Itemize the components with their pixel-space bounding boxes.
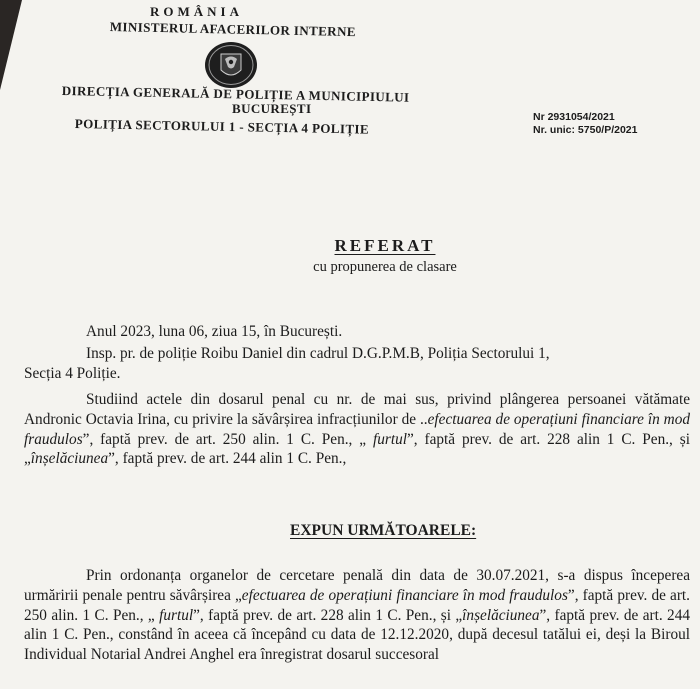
unique-number: Nr. unic: 5750/P/2021 xyxy=(533,124,638,136)
body-paragraph: Prin ordonanța organelor de cercetare penală din data de 30.07.2021, s-a dispus începerea urmăririi penale pentru săvârșirea „efectuarea de operațiuni financiare în mod fraudulos”, faptă prev. de art. 250 alin. 1 C. Pen., „ furtul”, faptă prev. de art. 228 alin 1 C. Pen., și „înșelăciunea”, faptă prev. de art. 244 alin 1 C. Pen., constând în aceea că începând cu data de 12.12.2020, după decesul tatălui ei, deși la Biroul Individual Notarial Andrei Anghel era înregistrat dosarul succesoral xyxy=(24,567,690,664)
page-corner-shadow xyxy=(0,0,22,90)
header-unit: POLIȚIA SECTORULUI 1 - SECȚIA 4 POLIȚIE xyxy=(74,116,370,137)
study-paragraph: Studiind actele din dosarul penal cu nr. de mai sus, privind plângerea persoanei vătămate Andronic Octavia Irina, cu privire la săvârșirea infracțiunilor de ..efectuarea de operațiuni financiare în mod fraudulos”, faptă prev. de art. 250 alin. 1 C. Pen., „ furtul”, faptă prev. de art. 228 alin 1 C. Pen., și „înșelăciunea”, faptă prev. de art. 244 alin 1 C. Pen., xyxy=(24,391,690,468)
registration-number: Nr 2931054/2021 xyxy=(533,111,615,123)
header-country: ROMÂNIA xyxy=(150,4,243,19)
coat-of-arms-icon xyxy=(203,40,259,90)
header-directorate: DIRECȚIA GENERALĂ DE POLIȚIE A MUNICIPIULUI xyxy=(61,83,410,105)
header-ministry: MINISTERUL AFACERILOR INTERNE xyxy=(109,19,357,40)
date-line: Anul 2023, luna 06, ziua 15, în București. xyxy=(86,323,343,340)
offense-fraud: efectuarea de operațiuni financiare în mod fraudulos xyxy=(24,410,690,448)
offense-theft: furtul xyxy=(372,430,407,448)
document-title: REFERAT xyxy=(334,236,436,255)
offense-deception: înșelăciunea xyxy=(30,450,109,468)
section-heading: EXPUN URMĂTOARELE: xyxy=(290,522,477,539)
offense-fraud: efectuarea de operațiuni financiare în mod fraudulos xyxy=(241,586,568,604)
officer-paragraph: Insp. pr. de poliție Roibu Daniel din cadrul D.G.P.M.B, Poliția Sectorului 1, Secția 4 Poliție. xyxy=(24,345,550,382)
offense-deception: înșelăciunea xyxy=(462,606,540,624)
header-city: BUCUREȘTI xyxy=(232,101,312,116)
document-subtitle: cu propunerea de clasare xyxy=(313,259,457,275)
offense-theft: furtul xyxy=(159,606,194,624)
